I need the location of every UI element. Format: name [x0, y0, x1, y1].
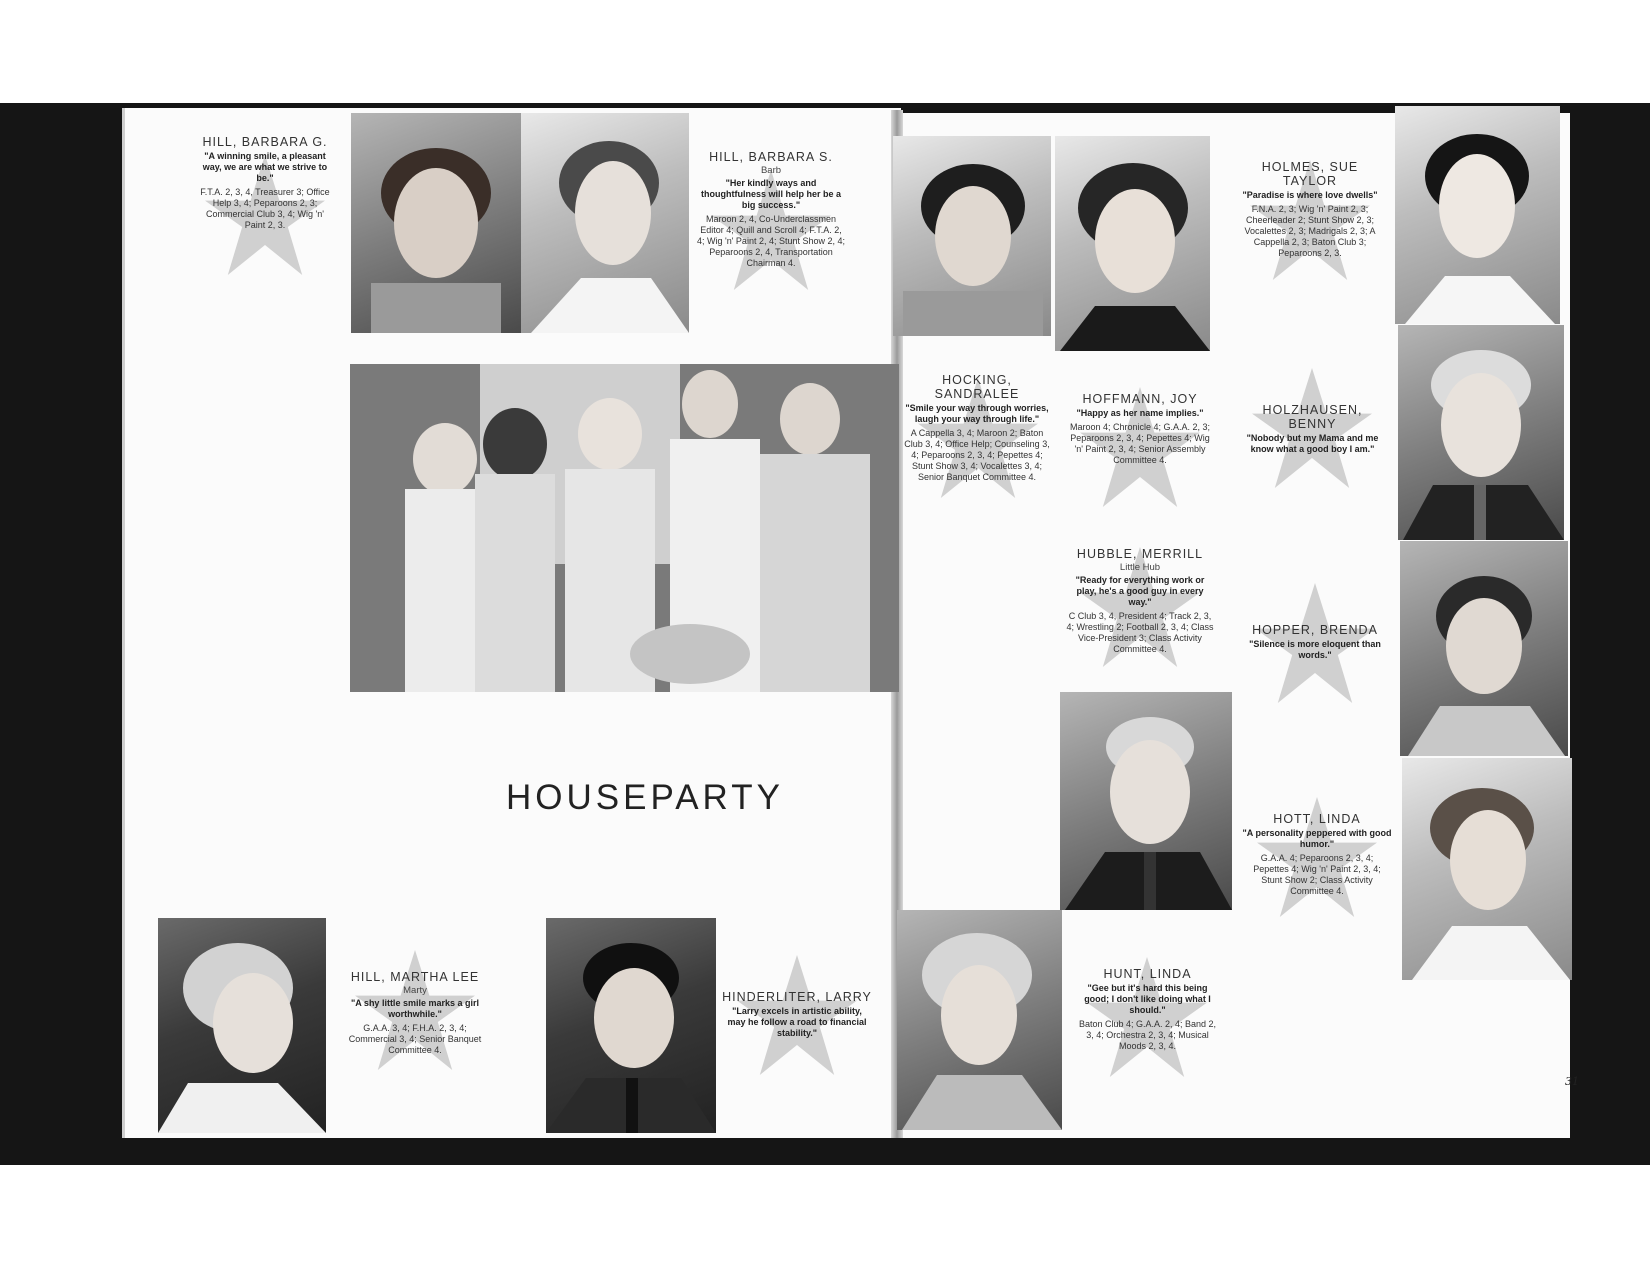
student-entry [1242, 812, 1392, 897]
student-nickname: Barb [760, 165, 782, 176]
student-quote: "A personality peppered with good humor." [1242, 828, 1392, 849]
student-name: HOLZHAUSEN, BENNY [1262, 403, 1363, 431]
section-title: HOUSEPARTY [506, 778, 784, 817]
student-nickname: Marty [403, 985, 427, 996]
student-entry [1075, 967, 1220, 1052]
student-quote: "Her kindly ways and thoughtfulness will help her be a big success." [700, 178, 841, 210]
student-name: HOTT, LINDA [1273, 812, 1361, 826]
student-activities: G.A.A. 4; Peparoons 2, 3, 4; Pepettes 4; Wig 'n' Paint 2, 3, 4; Stunt Show 2; Class Activity Committee 4. [1253, 853, 1381, 896]
portrait-photo [158, 918, 326, 1133]
student-activities: F.N.A. 2, 3; Wig 'n' Paint 2, 3; Cheerleader 2; Stunt Show 2, 3; Vocalettes 2, 3; Madrigals 2, 3; A Cappella 2, 3; Baton Club 3; Peparoons 2, 3. [1244, 204, 1376, 258]
student-name: HILL, BARBARA S. [709, 150, 833, 164]
student-quote: "Silence is more eloquent than words." [1249, 639, 1381, 660]
student-name: HOPPER, BRENDA [1252, 623, 1378, 637]
page-number: 31 [1565, 1075, 1579, 1088]
student-quote: "Ready for everything work or play, he's a good guy in every way." [1075, 575, 1205, 607]
student-activities: C Club 3, 4, President 4; Track 2, 3, 4; Wrestling 2; Football 2, 3, 4; Class Vice-President 3; Class Activity Committee 4. [1066, 611, 1214, 654]
student-entry [722, 990, 872, 1039]
student-quote: "Smile your way through worries, laugh your way through life." [905, 403, 1049, 424]
student-name: HUBBLE, MERRILL [1076, 547, 1204, 561]
student-activities: Maroon 2, 4, Co-Underclassmen Editor 4; Quill and Scroll 4; F.T.A. 2, 4; Wig 'n' Paint 2, 4; Stunt Show 2, 4; Peparoons 2, 4, Transportation Chairman 4. [696, 214, 846, 268]
student-activities: Baton Club 4; G.A.A. 2, 4; Band 2, 3, 4; Orchestra 2, 3, 4; Musical Moods 2, 3, 4. [1078, 1019, 1217, 1051]
student-entry [903, 373, 1051, 483]
student-activities: A Cappella 3, 4; Maroon 2; Baton Club 3, 4; Office Help; Counseling 3, 4; Peparoons 2, 3, 4; Pepettes 4; Stunt Show 3, 4; Vocalettes 3, 4; Senior Banquet Committee 4. [904, 428, 1050, 482]
portrait-photo [1395, 106, 1560, 324]
student-name: HILL, BARBARA G. [202, 135, 328, 149]
student-entry [1065, 392, 1215, 466]
student-quote: "Gee but it's hard this being good; I don't like doing what I should." [1084, 983, 1211, 1015]
houseparty-group-photo [350, 364, 899, 692]
student-quote: "A shy little smile marks a girl worthwhile." [351, 998, 479, 1019]
student-nickname: Little Hub [1119, 562, 1161, 573]
student-name: HOFFMANN, JOY [1082, 392, 1198, 406]
portrait-photo [1400, 541, 1568, 756]
portrait-photo [1398, 325, 1564, 540]
student-entry [1245, 623, 1385, 661]
student-activities: G.A.A. 3, 4; F.H.A. 2, 3, 4; Commercial 3, 4; Senior Banquet Committee 4. [348, 1023, 482, 1055]
student-name: HUNT, LINDA [1103, 967, 1192, 981]
student-entry [1065, 547, 1215, 655]
student-activities: F.T.A. 2, 3, 4, Treasurer 3; Office Help 3, 4; Peparoons 2, 3; Commercial Club 3, 4; Wig 'n' Paint 2, 3. [200, 187, 330, 230]
student-name: HINDERLITER, LARRY [722, 990, 872, 1004]
portrait-photo [1402, 758, 1572, 980]
portrait-photo [897, 910, 1062, 1130]
student-quote: "Nobody but my Mama and me know what a good boy I am." [1246, 433, 1379, 454]
portrait-photo [1055, 136, 1210, 351]
student-activities: Maroon 4; Chronicle 4; G.A.A. 2, 3; Peparoons 2, 3, 4; Pepettes 4; Wig 'n' Paint 2, 3, 4; Senior Assembly Committee 4. [1069, 422, 1211, 465]
student-quote: "A winning smile, a pleasant way, we are what we strive to be." [202, 151, 328, 183]
student-quote: "Larry excels in artistic ability, may he follow a road to financial stability." [727, 1006, 867, 1038]
student-entry [195, 135, 335, 231]
portrait-photo [893, 136, 1051, 336]
portrait-photo [521, 113, 689, 333]
portrait-photo [546, 918, 716, 1133]
student-entry [345, 970, 485, 1056]
portrait-photo [1060, 692, 1232, 910]
portrait-photo [351, 113, 521, 333]
student-quote: "Happy as her name implies." [1076, 408, 1204, 418]
student-name: HOLMES, SUE TAYLOR [1261, 160, 1359, 188]
student-name: HOCKING, SANDRALEE [934, 373, 1020, 401]
student-quote: "Paradise is where love dwells" [1242, 190, 1378, 200]
student-entry [1240, 403, 1385, 455]
student-name: HILL, MARTHA LEE [350, 970, 480, 984]
student-entry [1235, 160, 1385, 259]
student-entry [696, 150, 846, 269]
